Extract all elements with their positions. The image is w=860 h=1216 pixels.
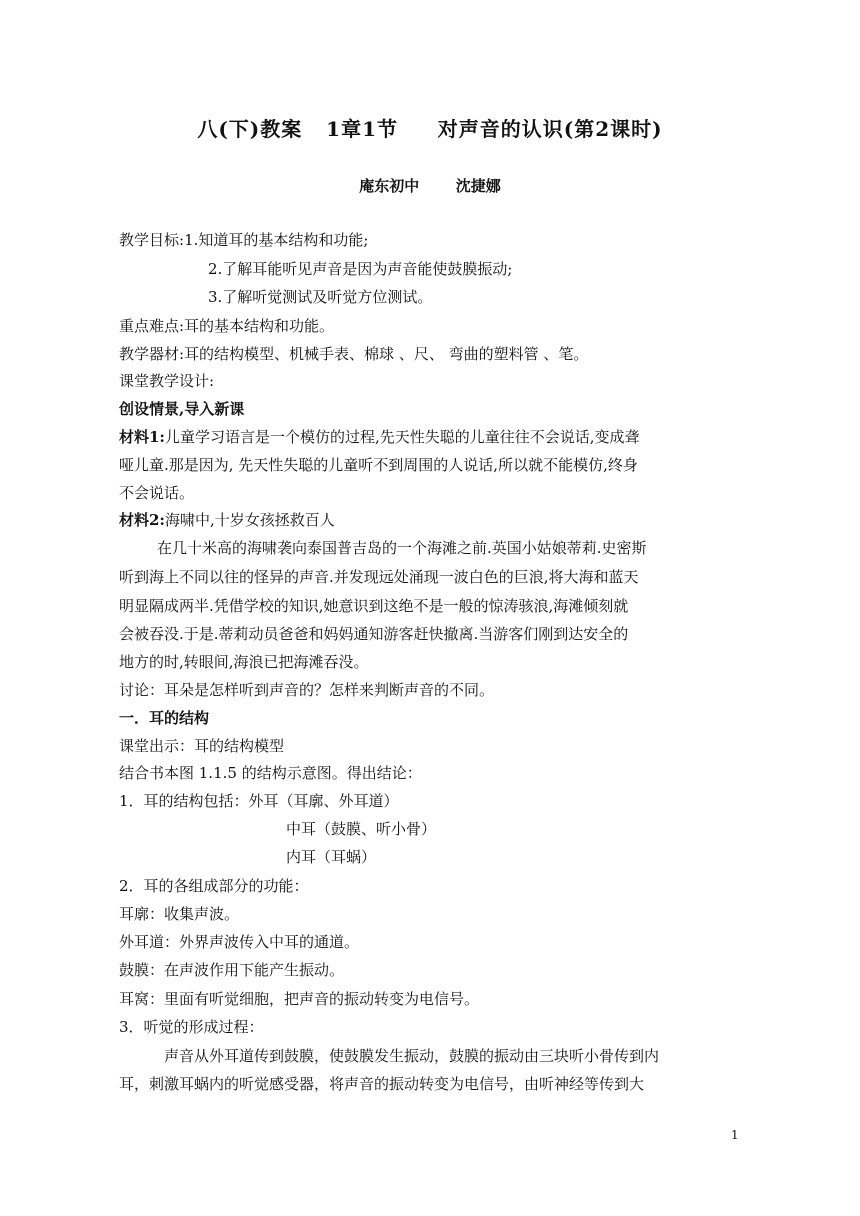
structure-label: 1．耳的结构包括：外耳（耳廓、外耳道）: [119, 792, 399, 810]
material2-headline: 海啸中,十岁女孩拯救百人: [164, 511, 335, 529]
material1-line-1: [119, 426, 640, 447]
objectives-label: 教学目标:: [119, 231, 185, 249]
objective-item-2: 2.了解耳能听见声音是因为声音能使鼓膜振动;: [208, 260, 513, 278]
material2-text-5: 地方的时,转眼间,海浪已把海滩吞没。: [119, 653, 369, 671]
process-text-2: 耳，刺激耳蜗内的听觉感受器，将声音的振动转变为电信号，由听神经等传到大: [119, 1075, 645, 1093]
material2-text-4: 会被吞没.于是.蒂莉动员爸爸和妈妈通知游客赶快撤离.当游客们刚到达安全的: [119, 625, 629, 643]
process-text-1: 声音从外耳道传到鼓膜，使鼓膜发生振动，鼓膜的振动由三块听小骨传到内: [164, 1047, 660, 1065]
function-3: 鼓膜：在声波作用下能产生振动。: [119, 961, 345, 979]
materials-list: 教学器材:耳的结构模型、机械手表、棉球 、尺、 弯曲的塑料管 、笔。: [119, 345, 589, 363]
function-2: 外耳道：外界声波传入中耳的通道。: [119, 933, 360, 951]
material2-text-2: 听到海上不同以往的怪异的声音.并发现远处涌现一波白色的巨浪,将大海和蓝天: [119, 568, 639, 586]
function-4: 耳窝：里面有听觉细胞，把声音的振动转变为电信号。: [119, 990, 480, 1008]
objectives-line-1: [119, 229, 368, 250]
function-1: 耳廓：收集声波。: [119, 905, 240, 923]
process-label: 3．听觉的形成过程：: [119, 1018, 264, 1036]
page-number: 1: [731, 1128, 739, 1142]
functions-label: 2．耳的各组成部分的功能：: [119, 877, 309, 895]
middle-ear: 中耳（鼓膜、听小骨）: [286, 820, 437, 838]
section1-combine: 结合书本图 1.1.5 的结构示意图。得出结论：: [119, 764, 422, 782]
objective-item-1: 1.知道耳的基本结构和功能;: [184, 231, 369, 249]
intro-heading: 创设情景,导入新课: [119, 400, 245, 418]
design-label: 课堂教学设计:: [119, 372, 215, 390]
material1-text-2: 哑儿童.那是因为, 先天性失聪的儿童听不到周围的人说话,所以就不能模仿,终身: [119, 456, 638, 474]
key-points: 重点难点:耳的基本结构和功能。: [119, 317, 335, 335]
material1-text-3: 不会说话。: [119, 484, 195, 502]
material2-text-3: 明显隔成两半.凭借学校的知识,她意识到这绝不是一般的惊涛骇浪,海滩倾刻就: [119, 597, 629, 615]
objective-item-3: 3.了解听觉测试及听觉方位测试。: [208, 288, 433, 306]
document-title: 八(下)教案 1章1节 对声音的认识(第2课时): [197, 117, 663, 141]
material2-line-1: [119, 509, 335, 530]
inner-ear: 内耳（耳蜗）: [286, 848, 377, 866]
material2-text-1: 在几十米高的海啸袭向泰国普吉岛的一个海滩之前.英国小姑娘蒂莉.史密斯: [157, 539, 647, 557]
material1-text-1: 儿童学习语言是一个模仿的过程,先天性失聪的儿童往往不会说话,变成聋: [164, 428, 640, 446]
section1-heading: 一．耳的结构: [119, 709, 210, 727]
section1-show: 课堂出示：耳的结构模型: [119, 737, 285, 755]
material2-label: 材料2:: [119, 511, 165, 529]
discussion: 讨论：耳朵是怎样听到声音的？怎样来判断声音的不同。: [119, 681, 495, 699]
author-line: 庵东初中 沈捷娜: [359, 177, 501, 195]
material1-label: 材料1:: [119, 428, 165, 446]
